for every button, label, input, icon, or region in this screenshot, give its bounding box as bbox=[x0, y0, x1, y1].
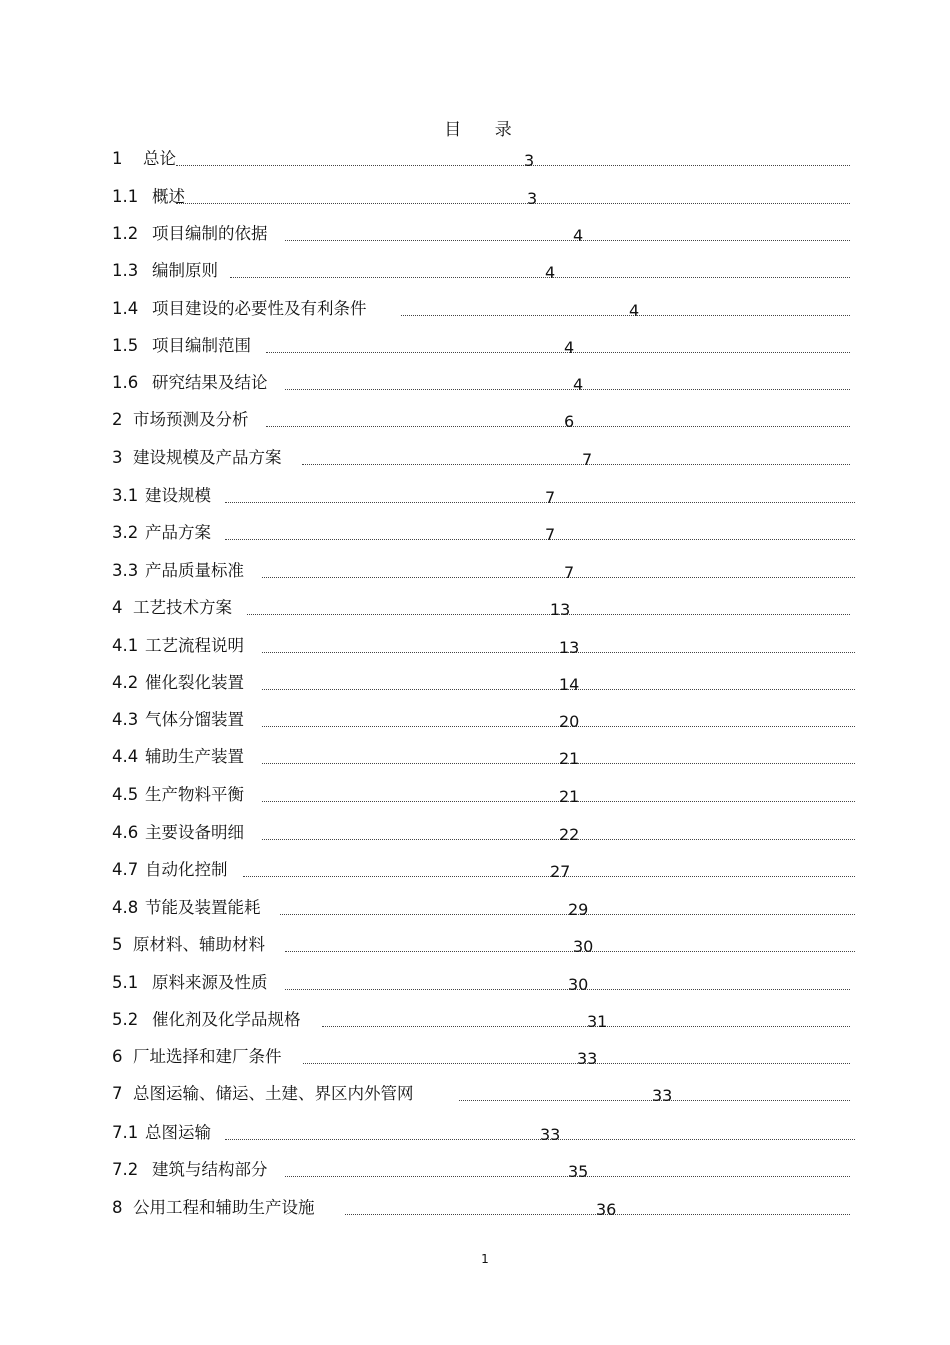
toc-entry-page: 7 bbox=[545, 525, 556, 544]
toc-entry-number: 4.8 bbox=[112, 898, 139, 917]
toc-entry-number: 1.4 bbox=[112, 299, 139, 318]
toc-entry-page: 20 bbox=[559, 712, 580, 731]
toc-entry-page: 3 bbox=[527, 189, 538, 208]
toc-dot-leader bbox=[230, 277, 850, 278]
toc-entry-label: 辅助生产装置 bbox=[145, 747, 244, 766]
toc-entry-number: 5.1 bbox=[112, 973, 139, 992]
toc-entry-number: 5 bbox=[112, 935, 123, 954]
toc-entry-number: 3.3 bbox=[112, 561, 139, 580]
toc-entry-label: 产品方案 bbox=[145, 523, 211, 542]
table-of-contents bbox=[112, 0, 857, 1230]
toc-entry-page: 21 bbox=[559, 787, 580, 806]
toc-entry-page: 22 bbox=[559, 825, 580, 844]
toc-entry-page: 27 bbox=[550, 862, 571, 881]
toc-entry-page: 4 bbox=[629, 301, 640, 320]
toc-entry-label: 市场预测及分析 bbox=[133, 410, 249, 429]
toc-entry-page: 4 bbox=[573, 226, 584, 245]
toc-dot-leader bbox=[247, 614, 850, 615]
toc-entry-page: 36 bbox=[596, 1200, 617, 1219]
toc-entry-page: 3 bbox=[524, 151, 535, 170]
toc-entry-label: 催化裂化装置 bbox=[145, 673, 244, 692]
toc-entry-label: 编制原则 bbox=[152, 261, 218, 280]
toc-entry-label: 总图运输 bbox=[145, 1123, 211, 1142]
toc-entry-page: 4 bbox=[573, 375, 584, 394]
toc-dot-leader bbox=[266, 352, 850, 353]
toc-dot-leader bbox=[176, 203, 850, 204]
toc-entry-number: 2 bbox=[112, 410, 123, 429]
toc-entry-label: 气体分馏装置 bbox=[145, 710, 244, 729]
toc-entry-page: 29 bbox=[568, 900, 589, 919]
toc-entry-number: 4.6 bbox=[112, 823, 139, 842]
toc-entry-label: 项目建设的必要性及有利条件 bbox=[152, 299, 367, 318]
toc-entry-number: 4.3 bbox=[112, 710, 139, 729]
toc-entry-label: 建设规模及产品方案 bbox=[133, 448, 282, 467]
toc-entry-label: 公用工程和辅助生产设施 bbox=[133, 1198, 315, 1217]
toc-entry-label: 催化剂及化学品规格 bbox=[152, 1010, 301, 1029]
toc-entry-page: 6 bbox=[564, 412, 575, 431]
toc-entry-number: 4.4 bbox=[112, 747, 139, 766]
toc-entry-number: 1.1 bbox=[112, 187, 139, 206]
toc-entry-page: 4 bbox=[545, 263, 556, 282]
toc-entry-number: 4.5 bbox=[112, 785, 139, 804]
toc-entry-label: 生产物料平衡 bbox=[145, 785, 244, 804]
toc-entry-page: 4 bbox=[564, 338, 575, 357]
toc-entry-label: 工艺技术方案 bbox=[133, 598, 232, 617]
toc-entry-page: 13 bbox=[550, 600, 571, 619]
toc-entry-page: 13 bbox=[559, 638, 580, 657]
toc-entry-label: 项目编制的依据 bbox=[152, 224, 268, 243]
toc-entry-label: 研究结果及结论 bbox=[152, 373, 268, 392]
toc-entry-number: 1.3 bbox=[112, 261, 139, 280]
toc-entry-number: 4 bbox=[112, 598, 123, 617]
toc-entry-number: 7.2 bbox=[112, 1160, 139, 1179]
toc-entry-label: 自动化控制 bbox=[145, 860, 228, 879]
toc-title: 目 录 bbox=[444, 120, 526, 140]
toc-entry-label: 原料来源及性质 bbox=[152, 973, 268, 992]
toc-dot-leader bbox=[322, 1026, 850, 1027]
toc-dot-leader bbox=[285, 240, 850, 241]
toc-entry-number: 3.1 bbox=[112, 486, 139, 505]
toc-dot-leader bbox=[401, 315, 850, 316]
toc-entry-label: 建筑与结构部分 bbox=[152, 1160, 268, 1179]
toc-entry-label: 总图运输、储运、土建、界区内外管网 bbox=[133, 1084, 414, 1103]
toc-entry-number: 3 bbox=[112, 448, 123, 467]
toc-dot-leader bbox=[225, 539, 855, 540]
toc-entry-page: 21 bbox=[559, 749, 580, 768]
toc-dot-leader bbox=[243, 876, 855, 877]
toc-dot-leader bbox=[262, 577, 855, 578]
toc-entry-number: 8 bbox=[112, 1198, 123, 1217]
toc-entry-page: 30 bbox=[573, 937, 594, 956]
toc-entry-label: 节能及装置能耗 bbox=[145, 898, 261, 917]
toc-entry-page: 33 bbox=[652, 1086, 673, 1105]
toc-entry-number: 4.2 bbox=[112, 673, 139, 692]
toc-entry-number: 5.2 bbox=[112, 1010, 139, 1029]
toc-entry-page: 14 bbox=[559, 675, 580, 694]
toc-entry-number: 4.7 bbox=[112, 860, 139, 879]
toc-entry-label: 厂址选择和建厂条件 bbox=[133, 1047, 282, 1066]
toc-entry-label: 总论 bbox=[143, 149, 176, 168]
toc-entry-label: 建设规模 bbox=[145, 486, 211, 505]
toc-dot-leader bbox=[285, 951, 855, 952]
page-number: 1 bbox=[481, 1252, 489, 1266]
toc-entry-page: 7 bbox=[545, 488, 556, 507]
toc-dot-leader bbox=[285, 389, 850, 390]
toc-entry-number: 1.6 bbox=[112, 373, 139, 392]
toc-entry-label: 工艺流程说明 bbox=[145, 636, 244, 655]
toc-entry-number: 1.5 bbox=[112, 336, 139, 355]
toc-entry-page: 31 bbox=[587, 1012, 608, 1031]
toc-dot-leader bbox=[266, 426, 850, 427]
toc-entry-number: 3.2 bbox=[112, 523, 139, 542]
toc-entry-page: 33 bbox=[540, 1125, 561, 1144]
toc-entry-page: 33 bbox=[577, 1049, 598, 1068]
toc-entry-page: 7 bbox=[564, 563, 575, 582]
toc-dot-leader bbox=[225, 502, 855, 503]
toc-dot-leader bbox=[176, 165, 850, 166]
toc-entry-page: 30 bbox=[568, 975, 589, 994]
toc-entry-number: 4.1 bbox=[112, 636, 139, 655]
toc-entry-number: 7 bbox=[112, 1084, 123, 1103]
toc-entry-label: 概述 bbox=[152, 187, 185, 206]
toc-entry-number: 1 bbox=[112, 149, 123, 168]
toc-dot-leader bbox=[302, 464, 850, 465]
toc-entry-label: 产品质量标准 bbox=[145, 561, 244, 580]
toc-entry-label: 项目编制范围 bbox=[152, 336, 251, 355]
toc-entry-label: 主要设备明细 bbox=[145, 823, 244, 842]
toc-entry-number: 1.2 bbox=[112, 224, 139, 243]
toc-entry-number: 7.1 bbox=[112, 1123, 139, 1142]
toc-entry-label: 原材料、辅助材料 bbox=[133, 935, 265, 954]
toc-entry-number: 6 bbox=[112, 1047, 123, 1066]
toc-entry-page: 35 bbox=[568, 1162, 589, 1181]
toc-entry-page: 7 bbox=[582, 450, 593, 469]
